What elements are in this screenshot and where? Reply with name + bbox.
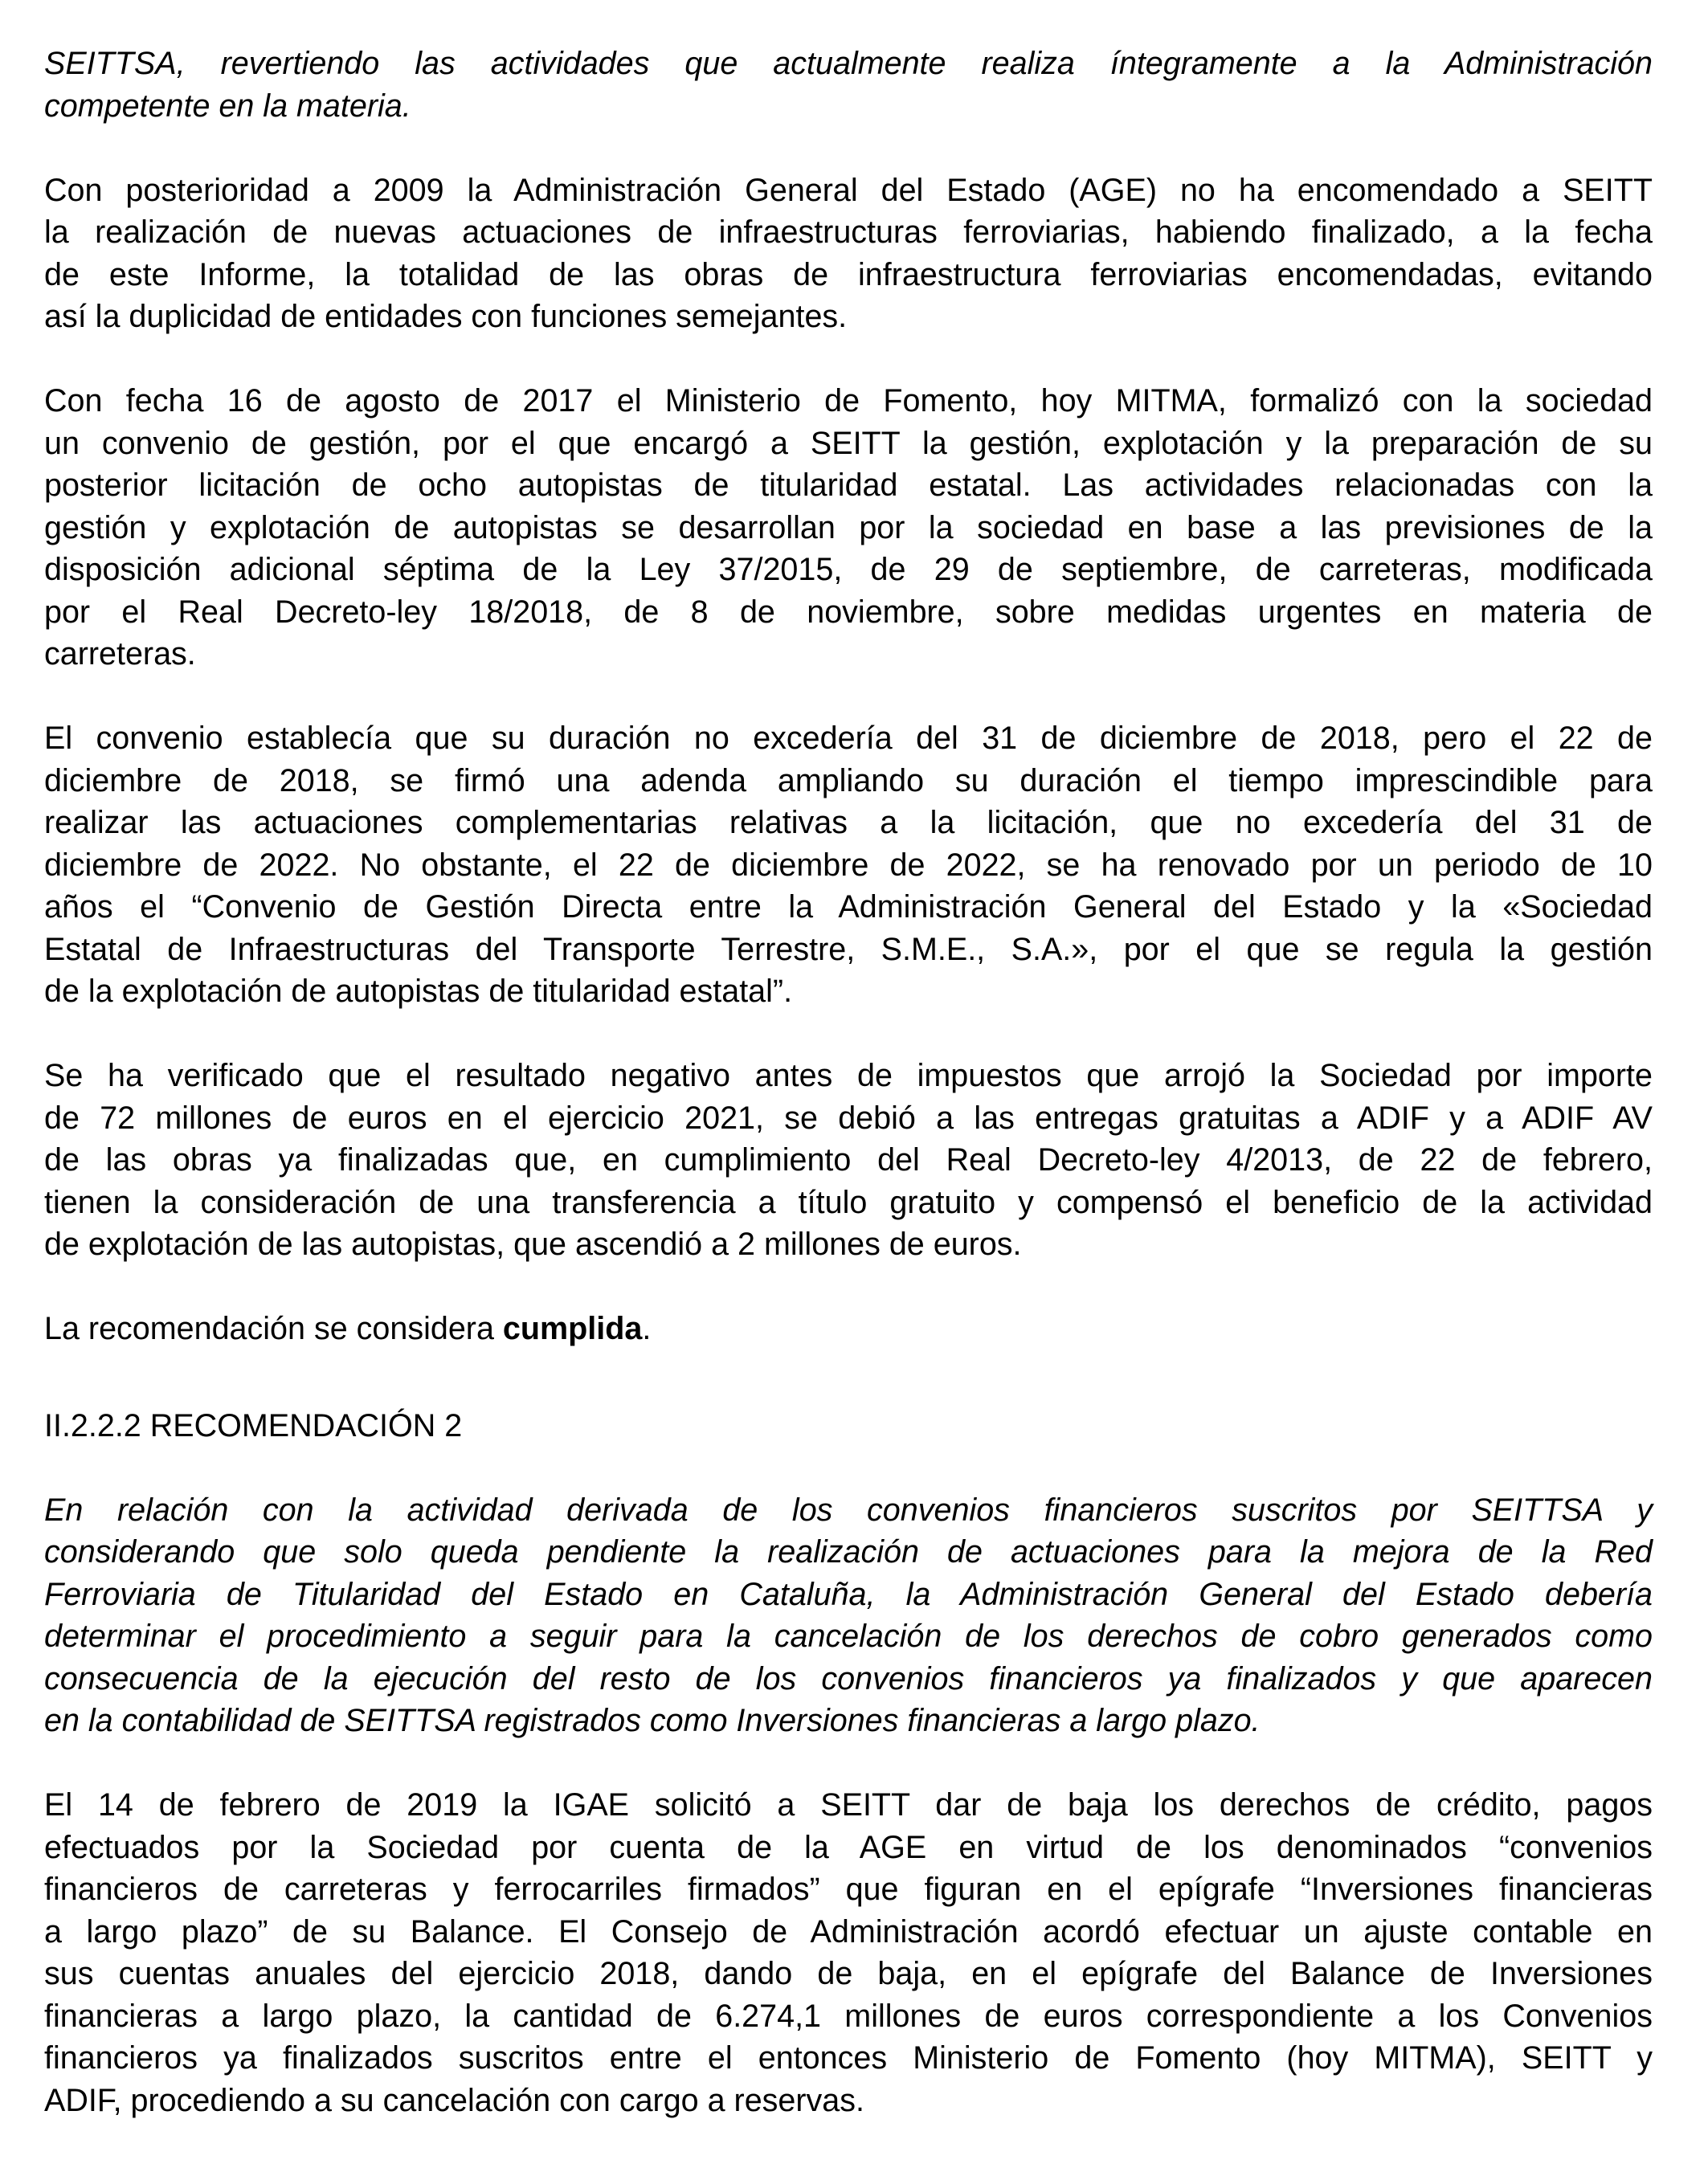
recommendation-1-text-end [44,43,1653,127]
text-line: Estatal de Infraestructuras del Transporte Terrestre, S.M.E., S.A.», por el que se regula la gestión [44,931,1653,967]
text-line: En relación con la actividad derivada de los convenios financieros suscritos por SEITTSA y [44,1492,1653,1528]
text-line: de explotación de las autopistas, que ascendió a 2 millones de euros. [44,1227,1022,1262]
text-line: posterior licitación de ocho autopistas de titularidad estatal. Las actividades relacionadas con la [44,468,1653,503]
section-recommendation-2 [44,1489,1653,2122]
text-line: a largo plazo” de su Balance. El Consejo de Administración acordó efectuar un ajuste contable en [44,1913,1653,1950]
section-heading [44,1405,1653,1447]
paragraph-igae-2019 [44,1784,1653,2121]
text-line: de este Informe, la totalidad de las obras de infraestructura ferroviarias encomendadas, evitando [44,256,1653,292]
text-line: de la explotación de autopistas de titularidad estatal”. [44,974,793,1009]
text-line: por el Real Decreto-ley 18/2018, de 8 de noviembre, sobre medidas urgentes en materia de [44,594,1653,630]
text-line: de 72 millones de euros en el ejercicio 2021, se debió a las entregas gratuitas a ADIF y a ADIF AV [44,1100,1653,1136]
paragraph-resultado-negativo [44,1055,1653,1266]
text-line: la realización de nuevas actuaciones de infraestructuras ferroviarias, habiendo finalizado, a la fecha [44,214,1653,250]
text-line: Con posterioridad a 2009 la Administración General del Estado (AGE) no ha encomendado a SEITT [44,172,1653,208]
conclusion-prefix: La recomendación se considera [44,1311,503,1346]
text-line: SEITTSA, revertiendo las actividades que actualmente realiza íntegramente a la Administración [44,46,1653,81]
text-line: financieros ya finalizados suscritos entre el entonces Ministerio de Fomento (hoy MITMA), SEITT y [44,2040,1653,2076]
text-line: Ferroviaria de Titularidad del Estado en Cataluña, la Administración General del Estado debería [44,1576,1653,1612]
text-line: carreteras. [44,636,196,672]
text-line: un convenio de gestión, por el que encargó a SEITT la gestión, explotación y la preparación de su [44,425,1653,461]
text-line: consecuencia de la ejecución del resto de los convenios financieros ya finalizados y que aparecen [44,1660,1653,1696]
document-page [44,43,1653,2164]
text-line: diciembre de 2022. No obstante, el 22 de diciembre de 2022, se ha renovado por un periodo de 10 [44,847,1653,883]
text-line: diciembre de 2018, se firmó una adenda ampliando su duración el tiempo imprescindible para [44,762,1653,798]
section-recommendation-1 [44,43,1653,1266]
paragraph-age-2009 [44,169,1653,338]
conclusion-line [44,1308,1653,1350]
conclusion-status: cumplida [502,1311,643,1346]
text-line: efectuados por la Sociedad por cuenta de la AGE en virtud de los denominados “convenios [44,1829,1653,1865]
text-line: tienen la consideración de una transferencia a título gratuito y compensó el beneficio de la actividad [44,1184,1653,1220]
text-line: realizar las actuaciones complementarias relativas a la licitación, que no excedería del 31 de [44,805,1653,840]
text-line: sus cuentas anuales del ejercicio 2018, dando de baja, en el epígrafe del Balance de Inversiones [44,1956,1653,1991]
text-line: El convenio establecía que su duración no excedería del 31 de diciembre de 2018, pero el 22 de [44,721,1653,756]
paragraph-duracion-convenio [44,717,1653,1013]
text-line: de las obras ya finalizadas que, en cumplimiento del Real Decreto-ley 4/2013, de 22 de febrero, [44,1142,1653,1178]
conclusion-suffix: . [642,1311,652,1346]
text-line: Con fecha 16 de agosto de 2017 el Ministerio de Fomento, hoy MITMA, formalizó con la sociedad [44,383,1653,419]
text-line: considerando que solo queda pendiente la realización de actuaciones para la mejora de la Red [44,1534,1653,1570]
text-line: El 14 de febrero de 2019 la IGAE solicitó a SEITT dar de baja los derechos de crédito, pagos [44,1787,1653,1823]
text-line: disposición adicional séptima de la Ley 37/2015, de 29 de septiembre, de carreteras, modificada [44,552,1653,587]
text-line: competente en la materia. [44,88,411,124]
heading-text: II.2.2.2 RECOMENDACIÓN 2 [44,1407,463,1443]
text-line: años el “Convenio de Gestión Directa entre la Administración General del Estado y la «Sociedad [44,889,1653,925]
text-line: así la duplicidad de entidades con funciones semejantes. [44,299,848,334]
recommendation-2-text [44,1489,1653,1742]
conclusion-paragraph [44,1308,1653,1350]
text-line: ADIF, procediendo a su cancelación con cargo a reservas. [44,2082,864,2118]
text-line: financieras a largo plazo, la cantidad de 6.274,1 millones de euros correspondiente a los Convenios [44,1998,1653,2034]
text-line: financieros de carreteras y ferrocarriles firmados” que figuran en el epígrafe “Inversiones financieras [44,1872,1653,1907]
text-line: determinar el procedimiento a seguir para la cancelación de los derechos de cobro generados como [44,1619,1653,1654]
text-line: gestión y explotación de autopistas se desarrollan por la sociedad en base a las previsiones de la [44,509,1653,545]
paragraph-convenio-2017 [44,380,1653,676]
text-line: en la contabilidad de SEITTSA registrados como Inversiones financieras a largo plazo. [44,1703,1261,1738]
text-line: Se ha verificado que el resultado negativo antes de impuestos que arrojó la Sociedad por importe [44,1058,1653,1093]
